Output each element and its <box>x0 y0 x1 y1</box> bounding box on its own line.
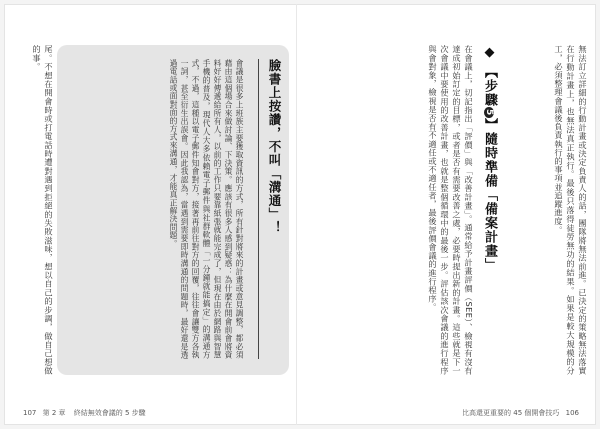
step-title-text: 隨時準備「備案計畫」 <box>482 132 497 273</box>
sidebar-body: 會議是很多上班族主要獲取資訊的方式，所有針對將來的計畫或意見調整，都必須藉由這個場合來做討論、下決策。應該有很多人感到疑惑：為什麼在開會前會將資料好好傳遞給所有人，以前的工作只要靠紙張就能完成了，但現在由於網路與智慧手機的普及，現代人大多依賴電子郵件與社群軟體「一分鐘就能搞定」的溝通方式，不過，這種以電子郵件知會對方，接著再前往對方的回覆，往往會讓雙方各執一詞，甚至衍生出誤會。因此我認為，當遇到需要即時溝通的問題時，最好還是透過電話或面對面的方式來溝通，才能真正解決問題。 <box>169 59 244 359</box>
right-page-number: 106 <box>565 409 579 417</box>
right-page-body-top: 無法訂立詳細的行動計畫或決定負責人的話，團隊將無法前進。已決定的策略無法落實在行動計畫上，也無法真正執行。最後只落得徒勞無功的結果。如果是較大規模的分工，必須整理會議後負責執行的事項並追蹤進度。 <box>554 45 588 375</box>
left-page <box>5 5 301 426</box>
sidebar-box <box>57 45 289 375</box>
left-footer <box>19 408 146 418</box>
left-section-title: 終結無效會議的 5 步驟 <box>73 409 146 417</box>
sidebar-title: 臉書上按讚，不叫「溝通」！ <box>258 59 283 359</box>
step-close: 】 <box>482 118 497 133</box>
chapter-label: 第 2 章 <box>42 409 66 417</box>
book-gutter <box>296 4 297 425</box>
step-label: 【步驟 <box>482 65 497 107</box>
left-page-body: 尾。不想在開會時或打電話時遭對遇到拒絕的失敗滋味，想以自己的步調，做自己想做的事。 <box>32 45 54 375</box>
step-number: 5 <box>484 109 494 117</box>
right-page-body-bottom: 在會議上，切記指出「評價」與「改善計畫」。通常給予計畫評價（SEE）、檢視有沒有達成初始訂定的目標，或者是否有需要改善之處，必要時提出新的計畫。這些就是下一次會議中要使用的改善計畫，也就是整個循環中的最後一步。評估該次會議的進行程序與會對象，檢視是否有不適任或不適任者，最後評價會議的進行程序。 <box>428 45 474 375</box>
book-spread <box>4 4 596 425</box>
step-heading <box>480 45 499 365</box>
left-page-number: 107 <box>23 409 37 417</box>
right-section-title: 比高還更重要的 45 個開會技巧 <box>462 409 560 417</box>
diamond-icon: ◆ <box>482 45 497 61</box>
right-footer <box>462 408 583 418</box>
right-page <box>301 5 597 426</box>
